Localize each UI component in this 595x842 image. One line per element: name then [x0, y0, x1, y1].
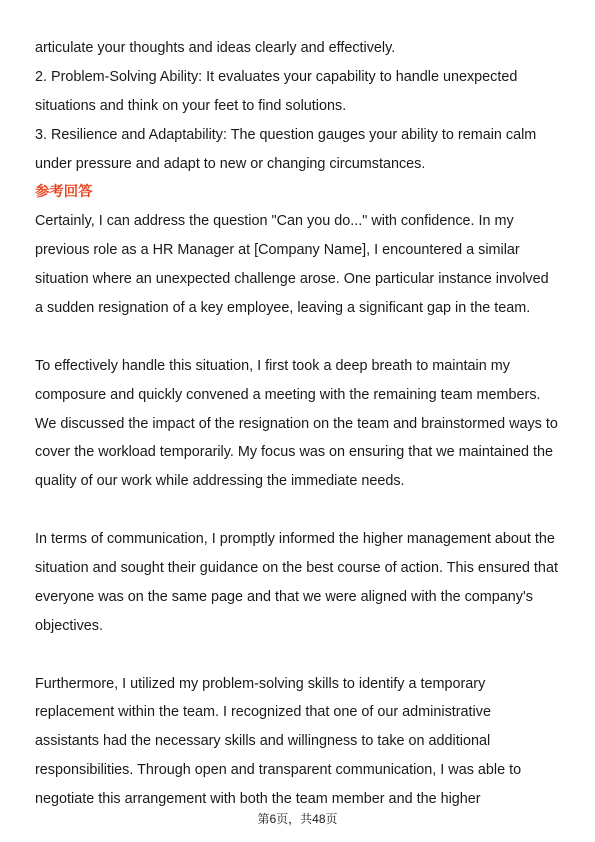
page-footer: [0, 810, 595, 827]
text-line: 2. Problem-Solving Ability: It evaluates your capability to handle unexpected: [35, 68, 518, 85]
text-line: responsibilities. Through open and transparent communication, I was able to: [35, 762, 522, 779]
text-line: assistants had the necessary skills and willingness to take on additional: [35, 733, 491, 750]
text-line: articulate your thoughts and ideas clearly and effectively.: [35, 40, 396, 56]
text-line: cover the workload temporarily. My focus was on ensuring that we maintained the: [35, 444, 554, 461]
intro-section: [35, 34, 565, 178]
text-line: replacement within the team. I recognized that one of our administrative: [35, 704, 491, 721]
paragraph-1: [35, 207, 565, 323]
text-line: negotiate this arrangement with both the team member and the higher: [35, 791, 481, 808]
paragraph-2: [35, 352, 565, 496]
text-line: Furthermore, I utilized my problem-solving skills to identify a temporary: [35, 675, 486, 692]
text-line: situation and sought their guidance on the best course of action. This ensured that: [35, 560, 558, 577]
text-line: composure and quickly convened a meeting with the remaining team members.: [35, 386, 541, 403]
text-line: under pressure and adapt to new or changing circumstances.: [35, 155, 426, 172]
answer-heading: 参考回答: [35, 184, 93, 201]
paragraph-spacer: [35, 496, 565, 525]
page-number: 第6页，共48页: [257, 812, 338, 826]
page-content: [35, 34, 565, 814]
paragraph-4: [35, 670, 565, 814]
text-line: objectives.: [35, 617, 103, 634]
text-line: In terms of communication, I promptly informed the higher management about the: [35, 531, 555, 548]
paragraph-spacer: [35, 641, 565, 670]
text-line: 3. Resilience and Adaptability: The question gauges your ability to remain calm: [35, 126, 537, 143]
text-line: situation where an unexpected challenge arose. One particular instance involved: [35, 271, 549, 288]
text-line: situations and think on your feet to find solutions.: [35, 97, 347, 114]
text-line: To effectively handle this situation, I first took a deep breath to maintain my: [35, 357, 510, 374]
text-line: Certainly, I can address the question "Can you do..." with confidence. In my: [35, 213, 514, 230]
text-line: a sudden resignation of a key employee, leaving a significant gap in the team.: [35, 300, 531, 317]
text-line: previous role as a HR Manager at [Company Name], I encountered a similar: [35, 242, 520, 259]
text-line: everyone was on the same page and that we were aligned with the company's: [35, 588, 533, 605]
text-line: quality of our work while addressing the immediate needs.: [35, 473, 405, 490]
paragraph-spacer: [35, 323, 565, 352]
paragraph-3: [35, 525, 565, 641]
text-line: We discussed the impact of the resignation on the team and brainstormed ways to: [35, 415, 558, 432]
